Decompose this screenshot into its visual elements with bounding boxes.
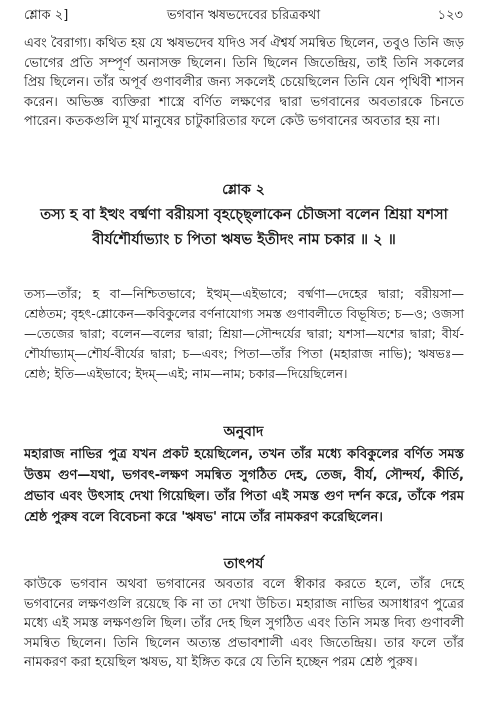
continuation-paragraph: এবং বৈরাগ্য। কথিত হয় যে ঋষভদেব যদিও সর্ব ঐশ্বর্য সমন্বিত ছিলেন, তবুও তিনি জড় ভোগের প্রতি সম্পূর্ণ অনাসক্ত ছিলেন। তিনি ছিলেন জিতেন্দ্রিয়, তাই তিনি সকলের প্রিয় ছিলেন। তাঁর অপূর্ব গুণাবলীর জন্য সকলেই চেয়েছিলেন তিনি যেন পৃথিবী শাসন করেন। অভিজ্ঞ ব্যক্তিরা শাস্ত্রে বর্ণিত লক্ষণের দ্বারা ভগবানের অবতারকে চিনতে পারেন। কতকগুলি মূর্খ মানুষের চাটুকারিতার ফলে কেউ ভগবানের অবতার হয় না। [24,36,464,129]
header-chapter-title: ভগবান ঋষভদেবের চরিত্রকথা [166,8,321,23]
tatparya-heading: তাৎপর্য [223,556,264,572]
running-header [24,6,463,26]
anubad-heading: অনুবাদ [223,424,264,440]
purport-text: কাউকে ভগবান অথবা ভগবানের অবতার বলে স্বীকার করতে হলে, তাঁর দেহে ভগবানের লক্ষণগুলি রয়েছে কি না তা দেখা উচিত। মহারাজ নাভির অসাধারণ পুত্রের মধ্যে এই সমস্ত লক্ষণগুলি ছিল। তাঁর দেহ ছিল সুগঠিত এবং তিনি সমস্ত দিব্য গুণাবলী সমন্বিত ছিলেন। তিনি ছিলেন অত্যন্ত প্রভাবশালী এবং জিতেন্দ্রিয়। তার ফলে তাঁর নামকরণ করা হয়েছিল ঋষভ, যা ইঙ্গিত করে যে তিনি হচ্ছেন পরম শ্রেষ্ঠ পুরুষ। [24,577,464,670]
word-synonyms: তস্য—তাঁর; হ বা—নিশ্চিতভাবে; ইত্থম্—এইভাবে; বর্ষ্মণা—দেহের দ্বারা; বরীয়সা—শ্রেষ্ঠতম; বৃহৎ-শ্লোকেন—কবিকুলের বর্ণনাযোগ্য সমস্ত গুণাবলীতে বিভূষিত; চ—ও; ওজসা—তেজের দ্বারা; বলেন—বলের দ্বারা; শ্রিয়া—সৌন্দর্যের দ্বারা; যশসা—যশের দ্বারা; বীর্য-শৌর্যাভ্যাম্—শৌর্য-বীর্যের দ্বারা; চ—এবং; পিতা—তাঁর পিতা (মহারাজ নাভি); ঋষভঃ—শ্রেষ্ঠ; ইতি—এইভাবে; ইদম্—এই; নাম—নাম; চকার—দিয়েছিলেন। [24,286,464,381]
page-number: ১২৩ [437,8,463,23]
header-verse-ref: শ্লোক ২] [24,8,69,23]
translation-text: মহারাজ নাভির পুত্র যখন প্রকট হয়েছিলেন, তখন তাঁর মধ্যে কবিকুলের বর্ণিত সমস্ত উত্তম গুণ—যথা, ভগবৎ-লক্ষণ সমন্বিত সুগঠিত দেহ, তেজ, বীর্য, সৌন্দর্য, কীর্তি, প্রভাব এবং উৎসাহ দেখা গিয়েছিল। তাঁর পিতা এই সমস্ত গুণ দর্শন করে, তাঁকে পরম শ্রেষ্ঠ পুরুষ বলে বিবেচনা করে 'ঋষভ' নামে তাঁর নামকরণ করেছিলেন। [24,447,464,525]
sloka-heading: শ্লোক ২ [222,182,265,198]
sanskrit-verse: তস্য হ বা ইত্থং বর্ষ্মণা বরীয়সা বৃহচ্ছ্লোকেন চৌজসা বলেন শ্রিয়া যশসা বীর্যশৌর্যাভ্যাং চ পিতা ঋষভ ইতীদং নাম চকার ॥ ২ ॥ [40,207,448,248]
